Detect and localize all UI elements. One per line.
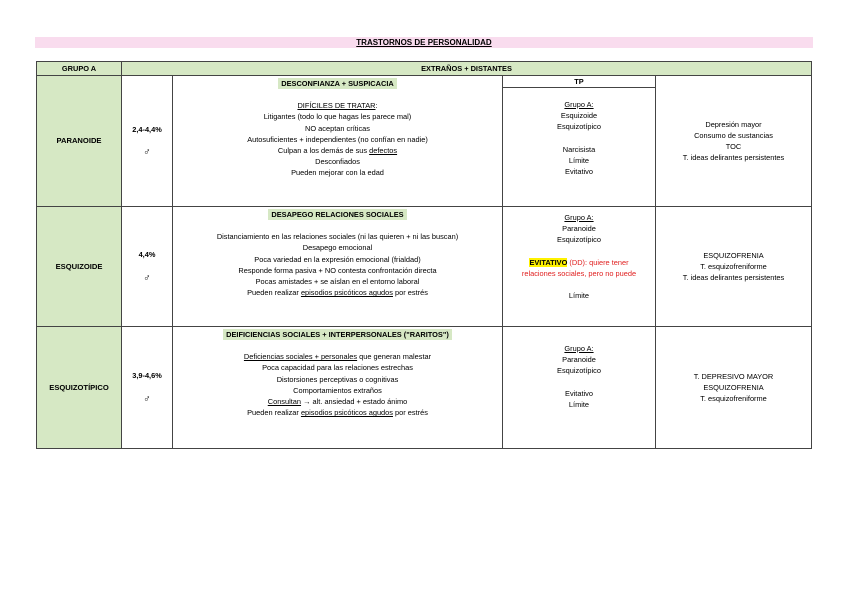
description-cell: DEIFICIENCIAS SOCIALES + INTERPERSONALES ("RARITOS") Deficiencias sociales + personales que generan malestar Poca capacidad para las relaciones estrechas Distorsiones perceptivas o cognitivas Comportamientos extraños Consultan → alt. ansiedad + estado ánimo Pueden realizar episodios psicóticos agudos por estrés — [173, 327, 503, 449]
prevalence: 3,9-4,6% — [132, 371, 162, 381]
row-subtitle: DEIFICIENCIAS SOCIALES + INTERPERSONALES ("RARITOS") — [223, 329, 452, 340]
disorder-name: ESQUIZOTÍPICO — [37, 327, 122, 449]
disorder-name: PARANOIDE — [37, 76, 122, 207]
tp-group-label: Grupo A: — [564, 100, 594, 109]
document-title-bar — [35, 37, 813, 48]
row-subtitle: DESCONFIANZA + SUSPICACIA — [278, 78, 396, 89]
tp-cell: Grupo A: Esquizoide Esquizotípico Narcisista Límite Evitativo — [503, 88, 656, 207]
feature-line: Pueden mejorar con la edad — [291, 168, 384, 178]
tp-group-label: Grupo A: — [564, 344, 594, 353]
prevalence: 4,4% — [138, 250, 156, 260]
table-row — [37, 207, 812, 327]
prevalence-cell — [122, 327, 173, 449]
tp-cell: Grupo A: Paranoide Esquizotípico Evitativo Límite — [503, 327, 656, 449]
male-symbol-icon: ♂ — [143, 147, 151, 158]
table-row — [37, 327, 812, 449]
table-row — [37, 76, 812, 88]
tp-cell: Grupo A: Paranoide Esquizotípico EVITATIVO (DD): quiere tener relaciones sociales, pero no puede Límite — [503, 207, 656, 327]
hard-to-treat-label: DIFÍCILES DE TRATAR — [297, 101, 376, 111]
row-subtitle: DESAPEGO RELACIONES SOCIALES — [268, 209, 406, 220]
description-cell: DESCONFIANZA + SUSPICACIA DIFÍCILES DE TRATAR: Litigantes (todo lo que hagas les parece mal) NO aceptan críticas Autosuficientes + independientes (no confían en nadie) Culpan a los demás de sus defectos Desconfiados Pueden mejorar con la edad — [173, 76, 503, 207]
personality-disorders-table — [36, 61, 812, 449]
male-symbol-icon: ♂ — [143, 272, 151, 284]
feature-line: NO aceptan críticas — [305, 123, 370, 133]
feature-line: Autosuficientes + independientes (no confían en nadie) — [247, 134, 428, 144]
description-cell: DESAPEGO RELACIONES SOCIALES Distanciamiento en las relaciones sociales (ni las quieren + ni las buscan) Desapego emocional Poca variedad en la expresión emocional (frialdad) Responde forma pasiva + NO contesta confrontación directa Pocas amistades + se aíslan en el entorno laboral Pueden realizar episodios psicóticos agudos por estrés — [173, 207, 503, 327]
tp-group-label: Grupo A: — [564, 213, 594, 222]
document-title: TRASTORNOS DE PERSONALIDAD — [356, 38, 492, 47]
comorbidity-cell: Depresión mayor Consumo de sustancias TOC T. ideas delirantes persistentes — [656, 76, 812, 207]
feature-line: Desconfiados — [315, 157, 360, 167]
header-group-description: EXTRAÑOS + DISTANTES — [122, 62, 812, 76]
header-row — [37, 62, 812, 76]
feature-line: Culpan a los demás de sus defectos — [277, 146, 398, 156]
prevalence-cell — [122, 76, 173, 207]
comorbidity-cell: T. DEPRESIVO MAYOR ESQUIZOFRENIA T. esquizofreniforme — [656, 327, 812, 449]
disorder-name: ESQUIZOIDE — [37, 207, 122, 327]
evitativo-note: EVITATIVO (DD): quiere tener — [529, 257, 629, 267]
male-symbol-icon: ♂ — [143, 393, 151, 405]
header-group-label: GRUPO A — [37, 62, 122, 76]
prevalence: 2,4-4,4% — [132, 124, 162, 134]
tp-header: TP — [503, 76, 656, 88]
feature-line: Litigantes (todo lo que hagas les parece mal) — [263, 112, 412, 122]
prevalence-cell — [122, 207, 173, 327]
comorbidity-cell: ESQUIZOFRENIA T. esquizofreniforme T. ideas delirantes persistentes — [656, 207, 812, 327]
evitativo-highlight: EVITATIVO — [529, 257, 568, 267]
